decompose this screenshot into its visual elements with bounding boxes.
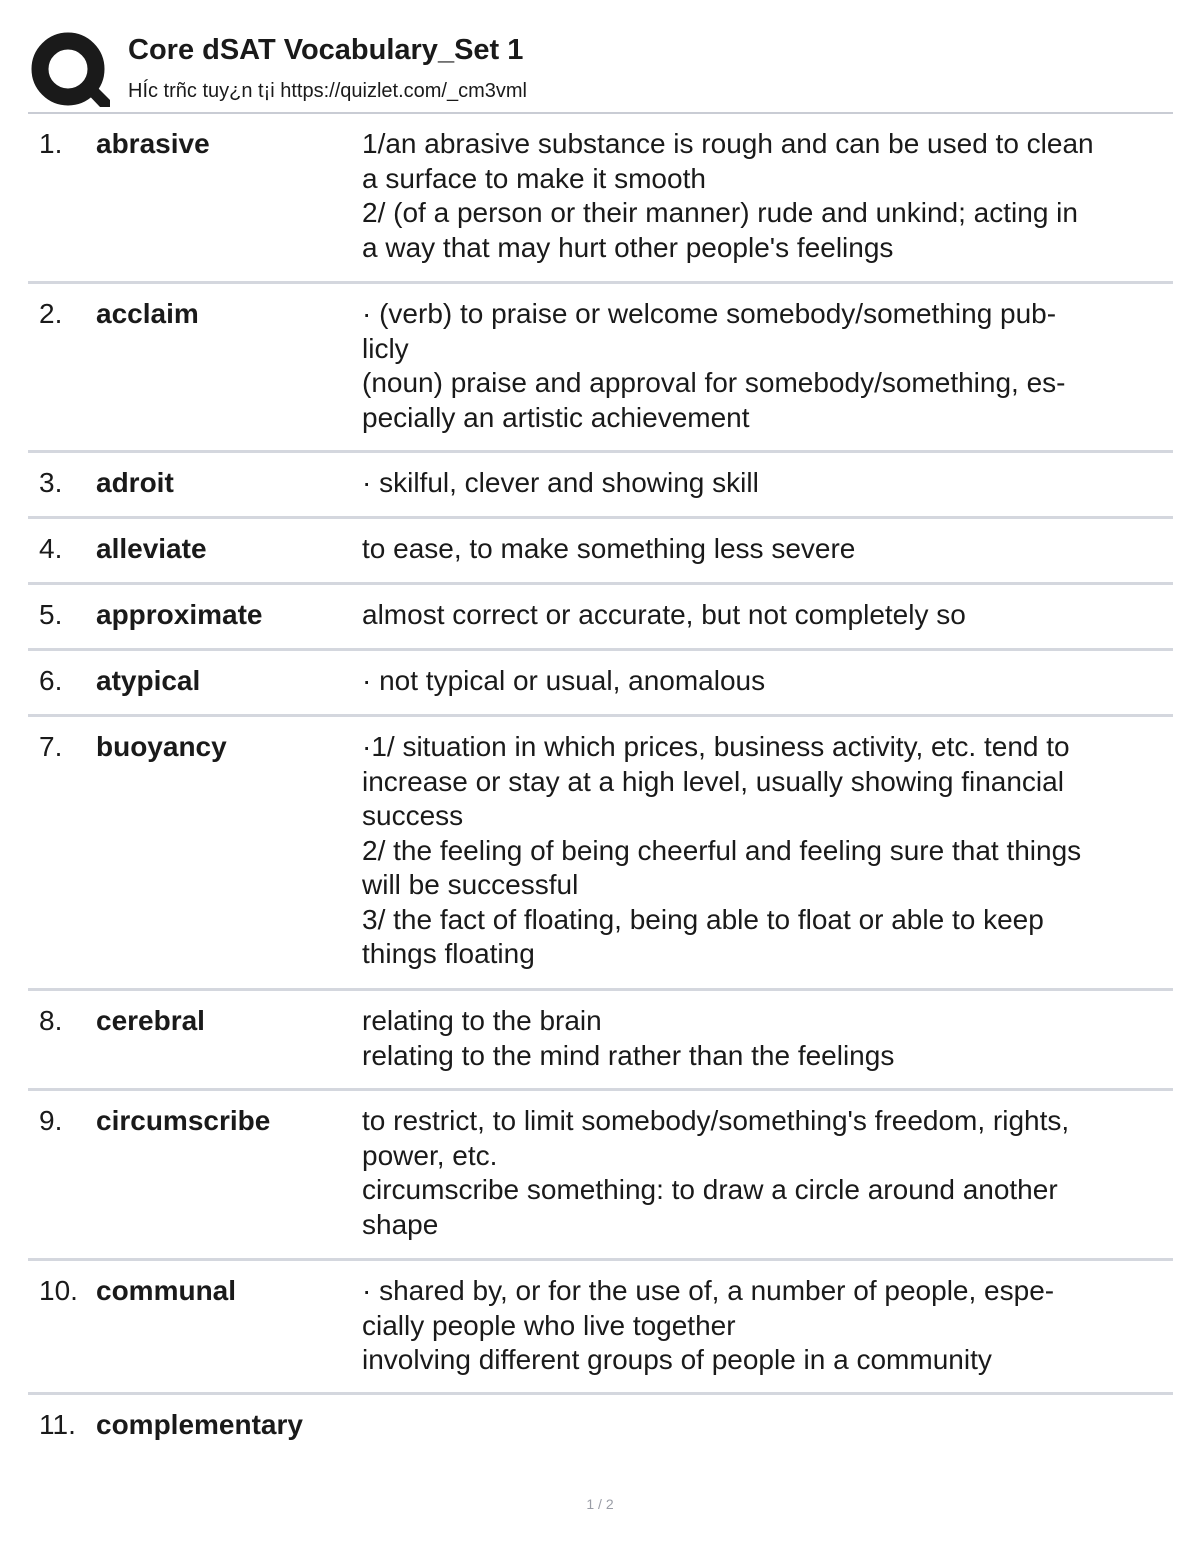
definition-line: · (verb) to praise or welcome somebody/something pub- [362,298,1057,329]
entry-number: 7. [39,731,63,762]
definition-line: shape [362,1208,439,1240]
entry-number: 8. [39,1005,63,1036]
vocab-entry [28,717,1173,991]
vocab-entry [28,114,1173,284]
entry-number: 5. [39,599,63,630]
definition-line: (noun) praise and approval for somebody/something, es- [362,367,1066,398]
definition-line: to restrict, to limit somebody/something's freedom, rights, [362,1105,1070,1136]
vocab-entry [28,991,1173,1091]
entry-number: 9. [39,1105,63,1136]
entry-definition [362,1004,1162,1073]
vocab-entry [28,453,1173,519]
document-subtitle: HÍc trñc tuy¿n t¡i https://quizlet.com/_cm3vml [128,80,527,102]
vocab-entry [28,1261,1173,1395]
definition-line: a way that may hurt other people's feelings [362,231,894,263]
definition-line: · not typical or usual, anomalous [362,665,766,696]
entry-definition [362,466,1162,501]
entry-term: communal [96,1275,237,1306]
entry-number: 1. [39,128,63,159]
definition-line: relating to the mind rather than the feelings [362,1039,895,1071]
entry-definition [362,297,1162,435]
entry-definition [362,127,1162,265]
definition-line: · shared by, or for the use of, a number of people, espe- [362,1275,1055,1306]
entry-number: 10. [39,1275,78,1306]
entry-term: cerebral [96,1005,205,1036]
definition-line: relating to the brain [362,1005,602,1036]
definition-line: involving different groups of people in a community [362,1344,992,1375]
document-title: Core dSAT Vocabulary_Set 1 [128,34,524,66]
entry-definition [362,664,1162,699]
definition-line: power, etc. [362,1139,498,1171]
entry-number: 2. [39,298,63,329]
vocab-entry [28,1091,1173,1261]
entry-definition [362,598,1162,633]
vocab-entry [28,284,1173,453]
definition-line: almost correct or accurate, but not completely so [362,599,966,630]
vocab-entry [28,1395,1173,1465]
entry-term: acclaim [96,298,199,329]
vocab-entry [28,651,1173,717]
entry-term: circumscribe [96,1105,271,1136]
definition-line: pecially an artistic achievement [362,401,750,433]
page-number: 1 / 2 [586,1496,614,1512]
definition-line: circumscribe something: to draw a circle around another [362,1174,1058,1205]
entry-term: atypical [96,665,201,696]
quizlet-logo-icon [30,30,110,110]
entry-number: 4. [39,533,63,564]
definition-line: will be successful [362,869,579,900]
entry-term: adroit [96,467,174,498]
vocab-entry [28,585,1173,651]
definition-line: 2/ the feeling of being cheerful and feeling sure that things [362,834,1082,866]
entry-term: complementary [96,1409,303,1440]
definition-line: 3/ the fact of floating, being able to float or able to keep [362,903,1044,935]
definition-line: licly [362,332,409,364]
entry-number: 11. [39,1409,76,1440]
definition-line: things floating [362,938,535,969]
definition-line: success [362,800,464,831]
vocabulary-list [28,114,1173,1465]
entry-term: abrasive [96,128,210,159]
entry-number: 3. [39,467,63,498]
definition-line: 2/ (of a person or their manner) rude and unkind; acting in [362,197,1078,228]
definition-line: a surface to make it smooth [362,162,706,194]
entry-term: buoyancy [96,731,227,762]
entry-number: 6. [39,665,63,696]
entry-definition [362,1274,1162,1378]
definition-line: 1/an abrasive substance is rough and can be used to clean [362,128,1094,159]
vocab-entry [28,519,1173,585]
entry-definition [362,730,1162,972]
entry-term: approximate [96,599,263,630]
definition-line: · skilful, clever and showing skill [362,467,759,498]
definition-line: to ease, to make something less severe [362,533,856,564]
definition-line: cially people who live together [362,1309,736,1341]
document-header [30,30,1172,112]
entry-term: alleviate [96,533,207,564]
definition-line: ·1/ situation in which prices, business activity, etc. tend to [362,731,1070,762]
entry-definition [362,532,1162,567]
definition-line: increase or stay at a high level, usually showing financial [362,765,1064,797]
entry-definition [362,1104,1162,1242]
